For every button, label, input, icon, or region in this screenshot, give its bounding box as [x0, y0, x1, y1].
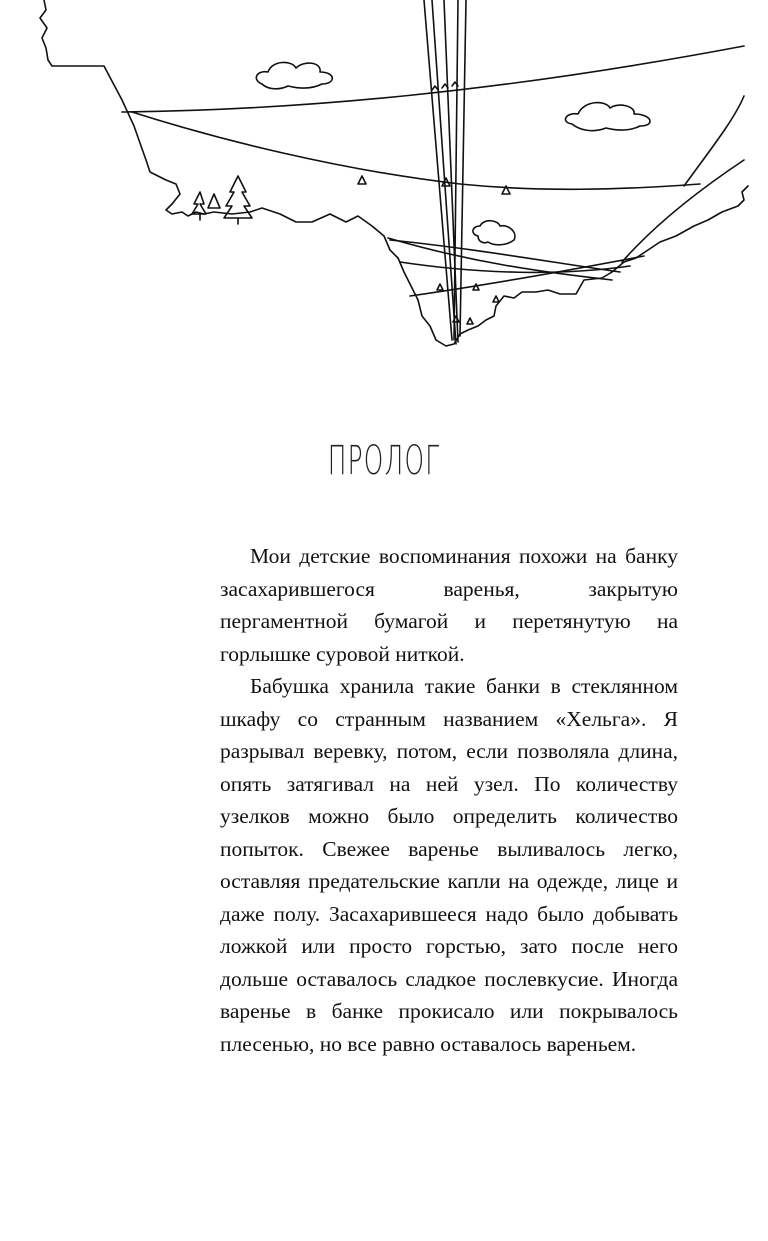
tree-icon	[224, 176, 252, 224]
cable-line	[460, 0, 466, 336]
cable-car-icon	[358, 176, 366, 184]
border-outline	[40, 0, 748, 346]
tree-icon	[208, 194, 220, 208]
paragraph: Мои детские воспоминания похожи на банку засахарившегося варенья, закрытую пергаментной бумагой и перетянутую на горлышке суровой ниткой.	[220, 544, 678, 666]
map-with-wires-icon	[0, 0, 768, 360]
wire-line	[684, 96, 744, 186]
cloud-icon	[565, 103, 650, 131]
birds-icon	[432, 82, 458, 90]
chapter-title: ПРОЛОГ	[327, 438, 441, 484]
cloud-icon	[256, 62, 332, 88]
body-text	[220, 540, 678, 1060]
paragraph: Бабушка хранила такие банки в стеклянном шкафу со странным названием «Хельга». Я разрывал веревку, потом, если позволяла длина, опять затягивал на ней узел. По количеству узелков можно было определить количество попыток. Свежее варенье выливалось легко, оставляя предательские капли на одежде, лице и даже полу. Засахарившееся надо было добывать ложкой или просто горстью, зато после него дольше оставалось сладкое послевкусие. Иногда варенье в банке прокисало или покрывалось плесенью, но все равно оставалось вареньем.	[220, 674, 678, 1056]
tree-icon	[192, 192, 206, 220]
wire-line	[132, 112, 700, 189]
cloud-icon	[473, 221, 515, 245]
